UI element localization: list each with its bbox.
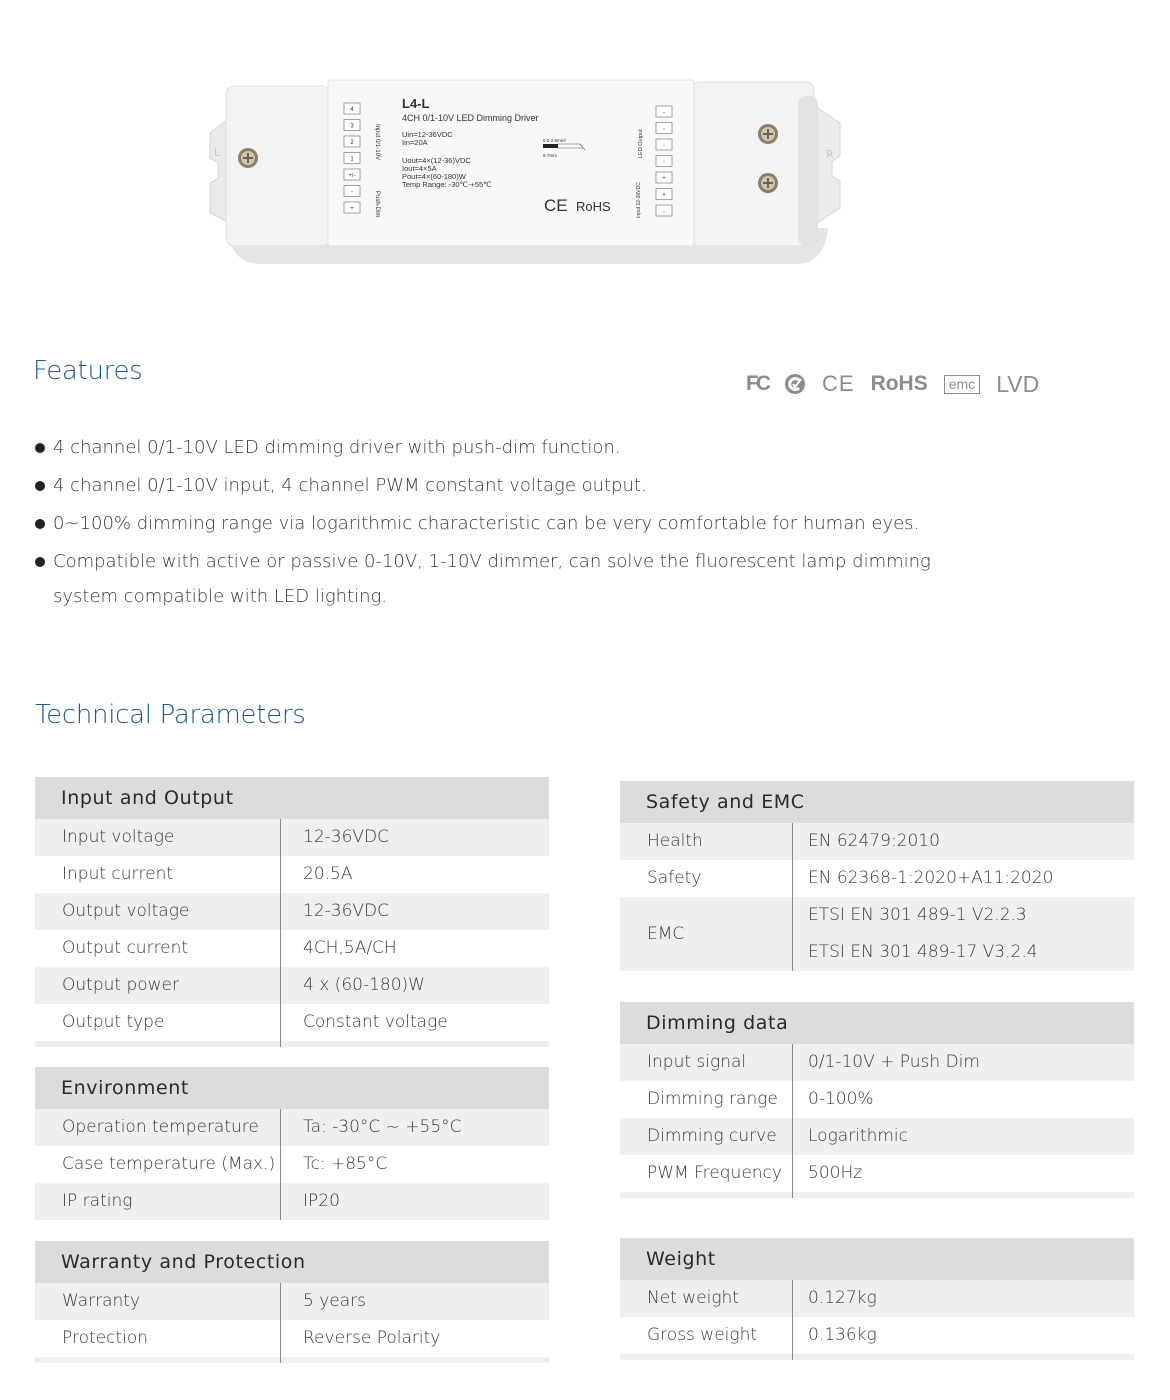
param-value: 20.5A [303, 864, 353, 884]
left-input-label: Input 0/1-10V [374, 124, 380, 161]
terminal [344, 169, 360, 180]
param-value: ETSI EN 301 489-17 V3.2.4 [808, 942, 1038, 962]
right-terminal-block [656, 106, 672, 216]
features-list [35, 430, 995, 617]
svg-text:4: 4 [350, 107, 354, 113]
param-name: PWM Frequency [620, 1155, 793, 1192]
table-header: Input and Output [35, 777, 549, 819]
svg-text:-: - [663, 209, 665, 215]
terminal [656, 123, 672, 134]
param-value: 0/1-10V + Push Dim [808, 1052, 980, 1072]
terminal [656, 172, 672, 183]
label-wire-gauge: 0.5-2.5mm² [543, 138, 567, 143]
bullet-icon [35, 443, 45, 453]
table-footer-band [620, 1192, 1134, 1198]
svg-text:-: - [351, 189, 353, 196]
terminal [656, 139, 672, 150]
svg-text:-: - [663, 126, 665, 133]
table-row [35, 893, 549, 930]
table-header: Warranty and Protection [35, 1241, 549, 1283]
table-footer-band [35, 1041, 549, 1047]
table-row [35, 1283, 549, 1320]
technical-parameters-title: Technical Parameters [35, 700, 306, 730]
param-value: 12-36VDC [303, 901, 389, 921]
wire-strip-graphic [543, 144, 558, 148]
svg-text:3: 3 [350, 123, 354, 130]
fcc-logo: FC [746, 372, 768, 395]
param-value: EN 62479:2010 [808, 831, 940, 851]
svg-text:2: 2 [350, 140, 354, 146]
terminal [344, 186, 360, 197]
label-pout: Pout=4×(60-180)W [402, 172, 466, 181]
warranty-protection-table [35, 1241, 549, 1363]
feature-text: Compatible with active or passive 0-10V, 1-10V dimmer, can solve the fluorescent lamp dimming system compatible with LED lighting. [53, 551, 931, 607]
svg-text:+: + [662, 192, 666, 199]
param-name: Output power [35, 967, 281, 1004]
bullet-icon [35, 519, 45, 529]
table-row [35, 856, 549, 893]
svg-text:1: 1 [350, 156, 354, 163]
terminal [344, 153, 360, 164]
param-value: Ta: -30°C ~ +55°C [303, 1117, 462, 1137]
param-value: 12-36VDC [303, 827, 389, 847]
param-value: 500Hz [808, 1163, 863, 1183]
emc-logo: emc [944, 375, 980, 394]
label-ce-mark: CE [544, 196, 568, 215]
terminal [656, 205, 672, 216]
table-row [35, 930, 549, 967]
screw-icon [238, 148, 258, 168]
param-value: Reverse Polarity [303, 1328, 441, 1348]
param-value: EN 62368-1:2020+A11:2020 [808, 868, 1054, 888]
label-rohs-mark: RoHS [576, 199, 611, 214]
table-row [620, 823, 1134, 860]
table-footer-band [35, 1357, 549, 1363]
certification-logos [746, 369, 1055, 399]
table-row [620, 860, 1134, 897]
table-header: Environment [35, 1067, 549, 1109]
table-row [620, 1317, 1134, 1354]
terminal [656, 156, 672, 167]
label-strip-length: 6-7mm [543, 153, 558, 158]
param-name: Input voltage [35, 819, 281, 856]
param-value: 0.136kg [808, 1325, 877, 1345]
model-name: L4-L [402, 96, 430, 111]
param-value: 0.127kg [808, 1288, 877, 1308]
label-iout: Iout=4×5A [402, 164, 437, 173]
feature-text: 0~100% dimming range via logarithmic characteristic can be very comfortable for human eyes. [53, 513, 920, 534]
right-end-cap [692, 82, 814, 246]
param-value: IP20 [303, 1191, 340, 1211]
table-row [35, 1109, 549, 1146]
param-value: 4 x (60-180)W [303, 975, 425, 995]
product-image [200, 78, 860, 273]
param-name: Case temperature (Max.) [35, 1146, 281, 1183]
terminal [656, 106, 672, 117]
right-output-label: LED Output [638, 129, 644, 158]
param-value: 0-100% [808, 1089, 874, 1109]
label-temp: Temp Range: -30℃-+55℃ [402, 180, 492, 189]
table-row [620, 1280, 1134, 1317]
rohs-logo: RoHS [870, 372, 928, 395]
table-row [620, 1081, 1134, 1118]
param-name: Input current [35, 856, 281, 893]
param-value: Constant voltage [303, 1012, 448, 1032]
svg-text:+/-: +/- [348, 173, 356, 179]
label-panel [328, 80, 694, 246]
label-uout: Uout=4×(12-36)VDC [402, 156, 471, 165]
param-name: Protection [35, 1320, 281, 1357]
table-header: Safety and EMC [620, 781, 1134, 823]
feature-item [35, 468, 995, 503]
svg-text:-: - [663, 110, 665, 116]
param-value: Tc: +85°C [303, 1154, 388, 1174]
input-output-table [35, 777, 549, 1047]
param-name: Input signal [620, 1044, 793, 1081]
param-name: Dimming curve [620, 1118, 793, 1155]
right-input-label: Input 12-36VDC [636, 182, 642, 218]
terminal [656, 189, 672, 200]
param-name: Gross weight [620, 1317, 793, 1354]
param-name: Health [620, 823, 793, 860]
param-name: EMC [620, 897, 793, 971]
side-left-mark: L [214, 146, 221, 159]
left-terminal-block [344, 103, 360, 213]
left-end-cap [226, 86, 330, 246]
table-row [35, 1004, 549, 1041]
bullet-icon [35, 481, 45, 491]
feature-text: 4 channel 0/1-10V LED dimming driver with push-dim function. [53, 437, 621, 458]
table-row [620, 1118, 1134, 1155]
table-row [620, 897, 1134, 971]
param-name: Output voltage [35, 893, 281, 930]
table-row [35, 1183, 549, 1220]
param-name: Dimming range [620, 1081, 793, 1118]
svg-text:+: + [350, 206, 354, 212]
side-right-mark: R [826, 148, 834, 161]
param-value: Logarithmic [808, 1126, 908, 1146]
dimming-data-table [620, 1002, 1134, 1198]
svg-text:+: + [662, 176, 666, 182]
table-footer-band [620, 1354, 1134, 1360]
screw-icon [758, 124, 778, 144]
param-name: Output type [35, 1004, 281, 1041]
svg-text:-: - [663, 143, 665, 149]
terminal [344, 136, 360, 147]
terminal [344, 202, 360, 213]
environment-table [35, 1067, 549, 1220]
label-iin: Iin=20A [402, 138, 428, 147]
label-uin: Uin=12-36VDC [402, 130, 453, 139]
feature-item [35, 430, 995, 465]
table-row [35, 819, 549, 856]
feature-item [35, 506, 995, 541]
lvd-logo: LVD [996, 370, 1040, 397]
ce-logo: CE [822, 371, 855, 396]
param-value: 4CH,5A/CH [303, 938, 397, 958]
param-name: IP rating [35, 1183, 281, 1220]
right-cable-ports [798, 96, 818, 246]
safety-emc-table [620, 781, 1134, 971]
feature-text: 4 channel 0/1-10V input, 4 channel PWM constant voltage output. [53, 475, 647, 496]
param-name: Net weight [620, 1280, 793, 1317]
screw-icon [758, 173, 778, 193]
terminal [344, 103, 360, 114]
table-row [35, 1320, 549, 1357]
terminal [344, 120, 360, 131]
param-value: ETSI EN 301 489-1 V2.2.3 [808, 905, 1027, 925]
features-title: Features [33, 356, 143, 386]
table-row [620, 1155, 1134, 1192]
model-subtitle: 4CH 0/1-10V LED Dimming Driver [402, 113, 539, 123]
left-push-label: Push-Dim [374, 191, 380, 218]
param-value: 5 years [303, 1291, 367, 1311]
c-tick-logo [784, 373, 806, 395]
feature-item [35, 544, 963, 614]
table-header: Weight [620, 1238, 1134, 1280]
param-name: Output current [35, 930, 281, 967]
param-name: Safety [620, 860, 793, 897]
table-row [35, 1146, 549, 1183]
table-row [620, 1044, 1134, 1081]
weight-table [620, 1238, 1134, 1360]
bullet-icon [35, 557, 45, 567]
table-row [35, 967, 549, 1004]
table-header: Dimming data [620, 1002, 1134, 1044]
param-name: Warranty [35, 1283, 281, 1320]
svg-text:-: - [663, 159, 665, 166]
param-name: Operation temperature [35, 1109, 281, 1146]
